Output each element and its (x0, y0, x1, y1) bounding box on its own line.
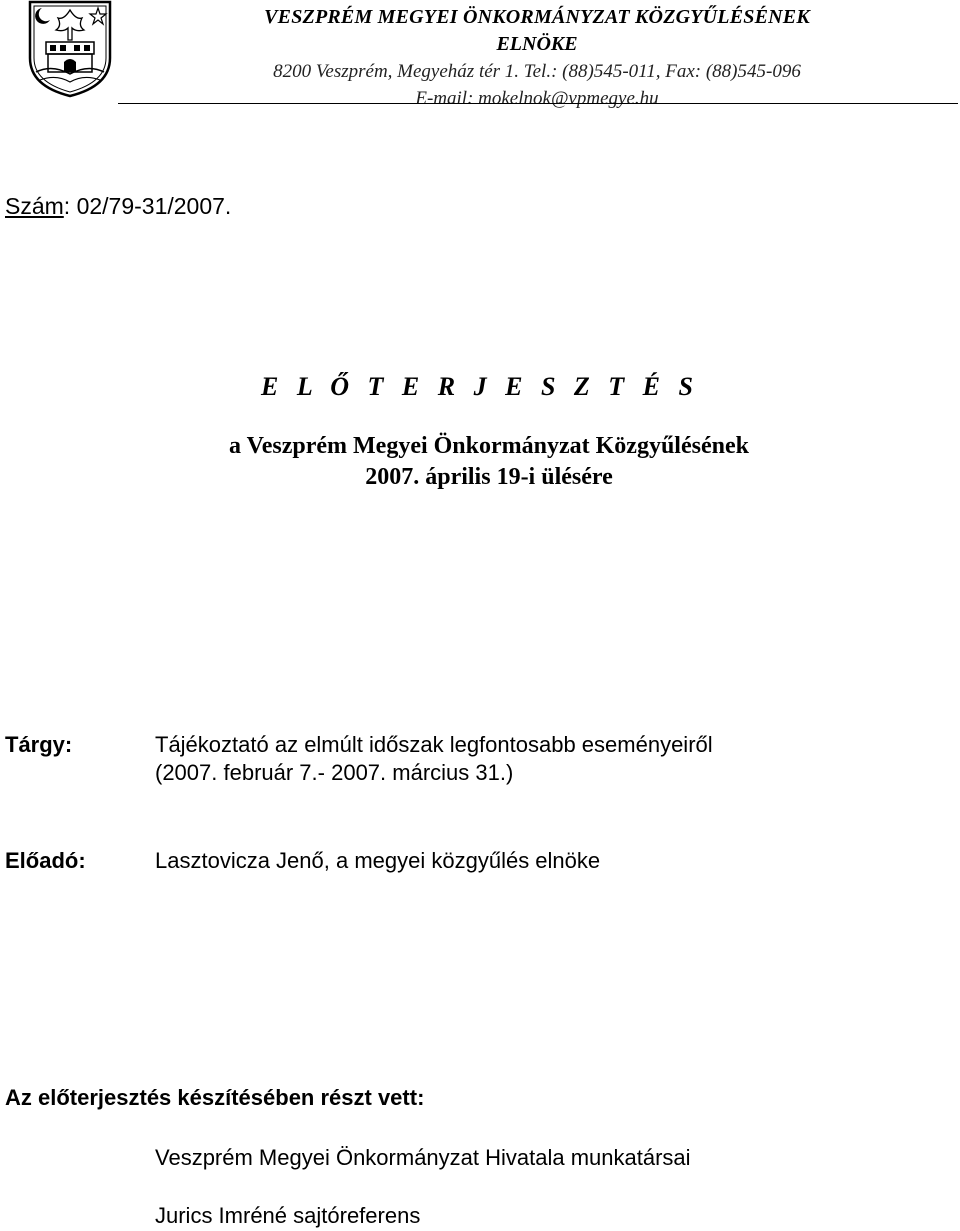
letterhead-email: E-mail: mokelnok@vpmegye.hu (415, 88, 659, 109)
preparation-contributor-1: Veszprém Megyei Önkormányzat Hivatala munkatársai (155, 1145, 691, 1170)
preparation-label: Az előterjesztés készítésében részt vett: (5, 1085, 425, 1110)
letterhead-org-role: ELNÖKE (496, 33, 578, 55)
document-subtitle-body: a Veszprém Megyei Önkormányzat Közgyűlésének (229, 433, 749, 459)
subject-line-2: (2007. február 7.- 2007. március 31.) (155, 760, 514, 785)
coat-of-arms-icon (28, 0, 112, 98)
reference-number (5, 193, 231, 220)
presenter-value: Lasztovicza Jenő, a megyei közgyűlés elnöke (155, 848, 601, 873)
subject-label: Tárgy: (5, 732, 73, 757)
presenter-label: Előadó: (5, 848, 86, 873)
document-title: E L Ő T E R J E S Z T É S (261, 372, 699, 401)
preparation-contributor-2: Jurics Imréné sajtóreferens (155, 1203, 421, 1228)
reference-label: Szám (5, 193, 64, 219)
reference-value: 02/79-31/2007. (70, 193, 232, 219)
letterhead-divider (118, 103, 958, 104)
reference-separator: : (63, 193, 71, 219)
letterhead (118, 4, 956, 112)
letterhead-address: 8200 Veszprém, Megyeház tér 1. Tel.: (88)545-011, Fax: (88)545-096 (273, 61, 801, 82)
document-subtitle-date: 2007. április 19-i ülésére (365, 464, 613, 490)
letterhead-org-name: VESZPRÉM MEGYEI ÖNKORMÁNYZAT KÖZGYŰLÉSÉNEK (264, 6, 810, 28)
subject-line-1: Tájékoztató az elmúlt időszak legfontosabb eseményeiről (155, 732, 713, 757)
